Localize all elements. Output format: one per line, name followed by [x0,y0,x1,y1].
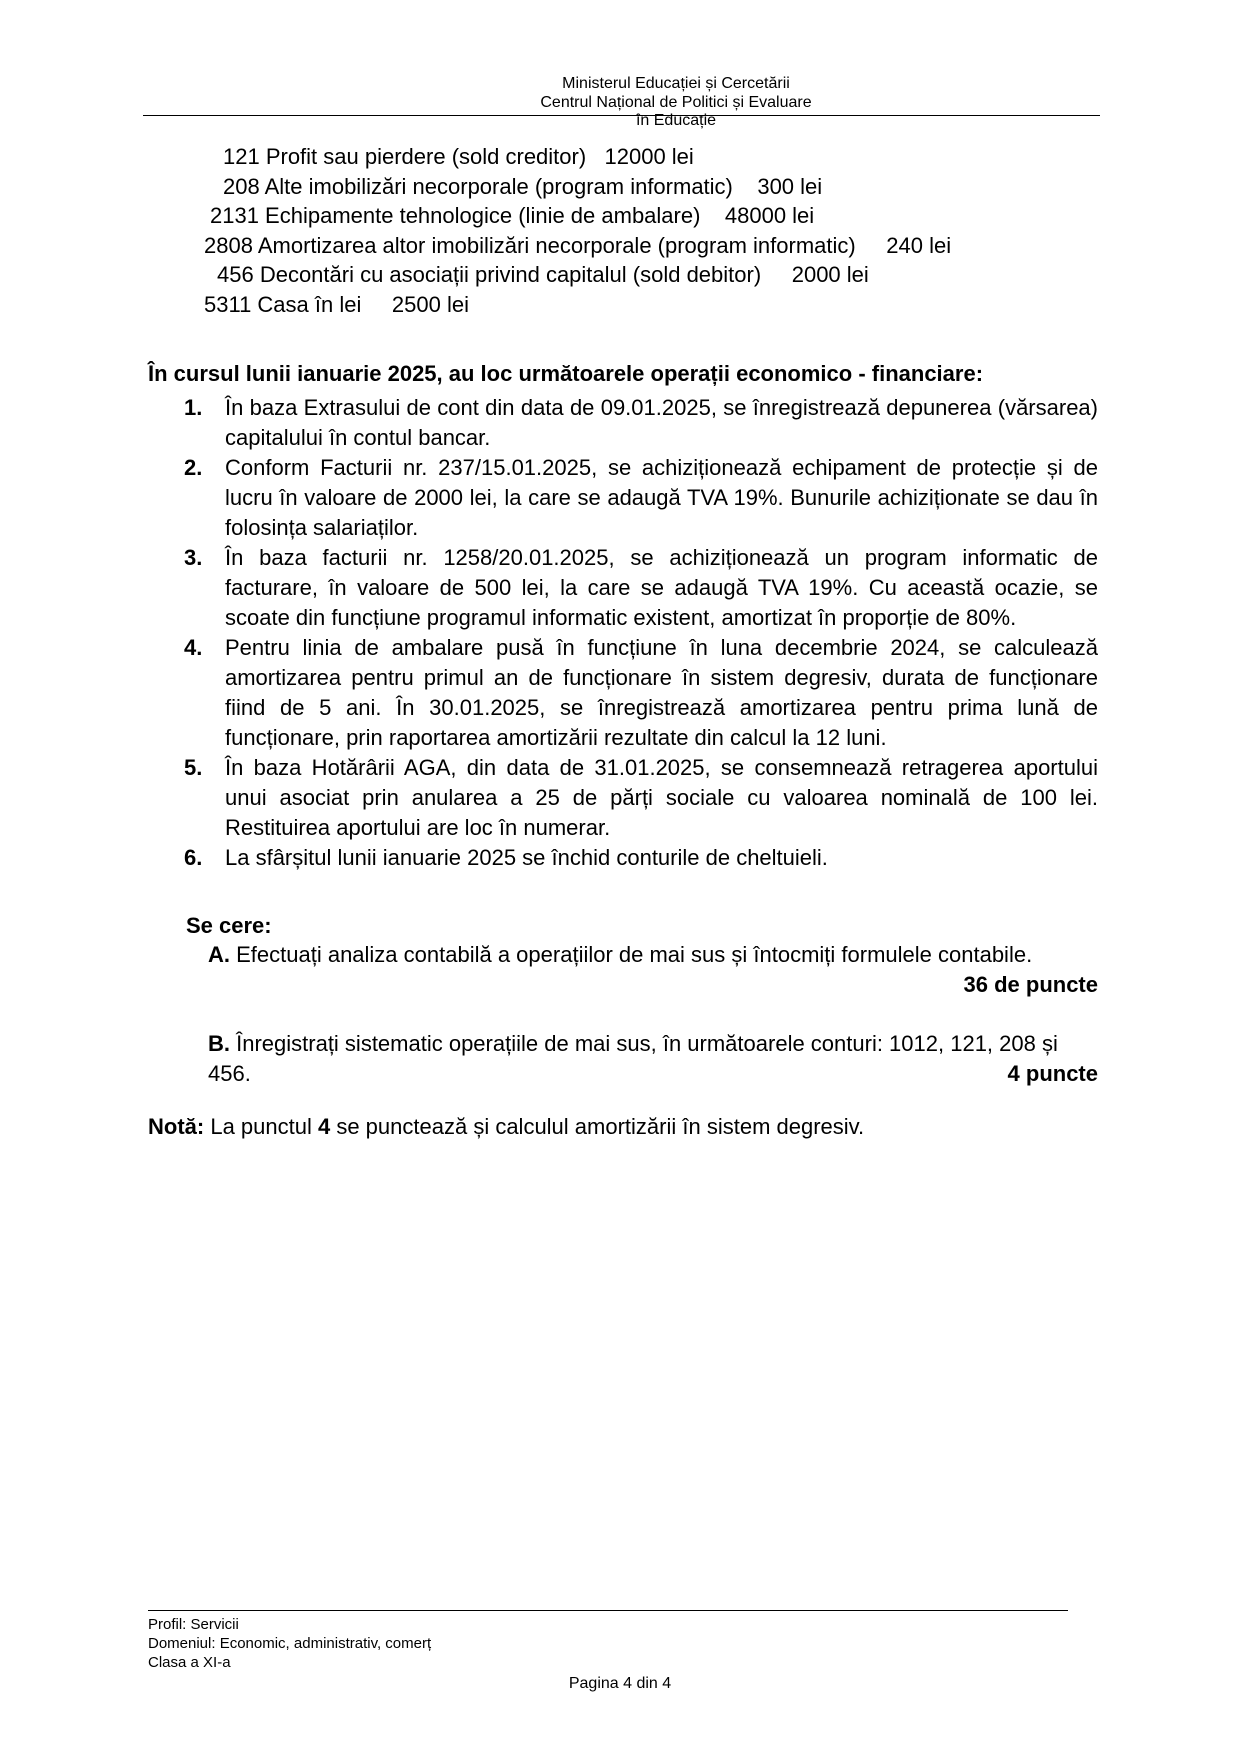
operation-item [148,753,1098,843]
note-text-start: La punctul [204,1114,318,1139]
operation-item [148,393,1098,453]
operation-number: 6. [184,845,203,870]
header-divider [143,115,1100,116]
requirement-b [208,1029,1098,1089]
operation-number: 3. [184,545,203,570]
account-line: 121 Profit sau pierdere (sold creditor) 12000 lei [223,144,694,169]
operation-item [148,543,1098,633]
header-center: Centrul Național de Politici și Evaluare în Educație [540,94,812,129]
operation-number: 2. [184,455,203,480]
operation-text: În baza facturii nr. 1258/20.01.2025, se achiziționează un program informatic de facturare, în valoare de 500 lei, la care se adaugă TVA 19%. Cu această ocazie, se scoate din funcțiune programul informatic existent, amortizat în proporție de 80%. [225,545,1098,630]
requirement-a-label: A. [208,942,230,967]
page-number: Pagina 4 din 4 [568,1675,672,1692]
requirements-title: Se cere: [186,913,272,938]
note [148,1114,864,1140]
operation-text: La sfârșitul lunii ianuarie 2025 se închid conturile de cheltuieli. [225,845,828,870]
operation-text: Pentru linia de ambalare pusă în funcțiune în luna decembrie 2024, se calculează amortizarea pentru primul an de funcționare în sistem degresiv, durata de funcționare fiind de 5 ani. În 30.01.2025, se înregistrează amortizarea pentru prima lună de funcționare, prin raportarea amortizării rezultate din calcul la 12 luni. [225,635,1098,750]
requirement-b-points: 4 puncte [1007,1061,1098,1086]
requirement-b-text-continued: 456. [208,1061,251,1086]
note-point-number: 4 [317,1114,331,1139]
operation-item [148,633,1098,753]
operation-item [148,453,1098,543]
requirement-a-points: 36 de puncte [963,972,1098,997]
account-line: 2808 Amortizarea altor imobilizări necorporale (program informatic) 240 lei [204,233,952,258]
footer-profile: Profil: Servicii [148,1616,239,1633]
footer-domain: Domeniul: Economic, administrativ, comerț [148,1635,432,1652]
account-line: 5311 Casa în lei 2500 lei [204,292,469,317]
requirement-a [208,940,1098,1000]
footer-class: Clasa a XI-a [148,1654,231,1671]
operations-list [148,393,1098,873]
note-label: Notă: [148,1114,205,1139]
operation-text: În baza Hotărârii AGA, din data de 31.01.2025, se consemnează retragerea aportului unui asociat prin anularea a 25 de părți sociale cu valoarea nominală de 100 lei. Restituirea aportului are loc în numerar. [225,755,1098,840]
note-text-end: se punctează și calculul amortizării în sistem degresiv. [330,1114,865,1139]
operations-intro: În cursul lunii ianuarie 2025, au loc următoarele operații economico - financiare: [148,361,984,386]
footer-divider [148,1610,1068,1611]
operation-number: 1. [184,395,203,420]
operation-number: 4. [184,635,203,660]
operation-number: 5. [184,755,203,780]
header-ministry: Ministerul Educației și Cercetării [562,75,790,92]
requirement-a-text: Efectuați analiza contabilă a operațiilor de mai sus și întocmiți formulele contabile. [230,942,1033,967]
operation-text: Conform Facturii nr. 237/15.01.2025, se achiziționează echipament de protecție și de lucru în valoare de 2000 lei, la care se adaugă TVA 19%. Bunurile achiziționate se dau în folosința salariaților. [225,455,1098,540]
requirement-b-text: Înregistrați sistematic operațiile de mai sus, în următoarele conturi: 1012, 121, 208 și [230,1031,1058,1056]
account-line: 2131 Echipamente tehnologice (linie de ambalare) 48000 lei [210,203,815,228]
operation-text: În baza Extrasului de cont din data de 09.01.2025, se înregistrează depunerea (vărsarea) capitalului în contul bancar. [225,395,1098,450]
operation-item [148,843,1098,873]
account-line: 456 Decontări cu asociații privind capitalul (sold debitor) 2000 lei [217,262,869,287]
requirement-b-label: B. [208,1031,230,1056]
account-line: 208 Alte imobilizări necorporale (program informatic) 300 lei [223,174,823,199]
